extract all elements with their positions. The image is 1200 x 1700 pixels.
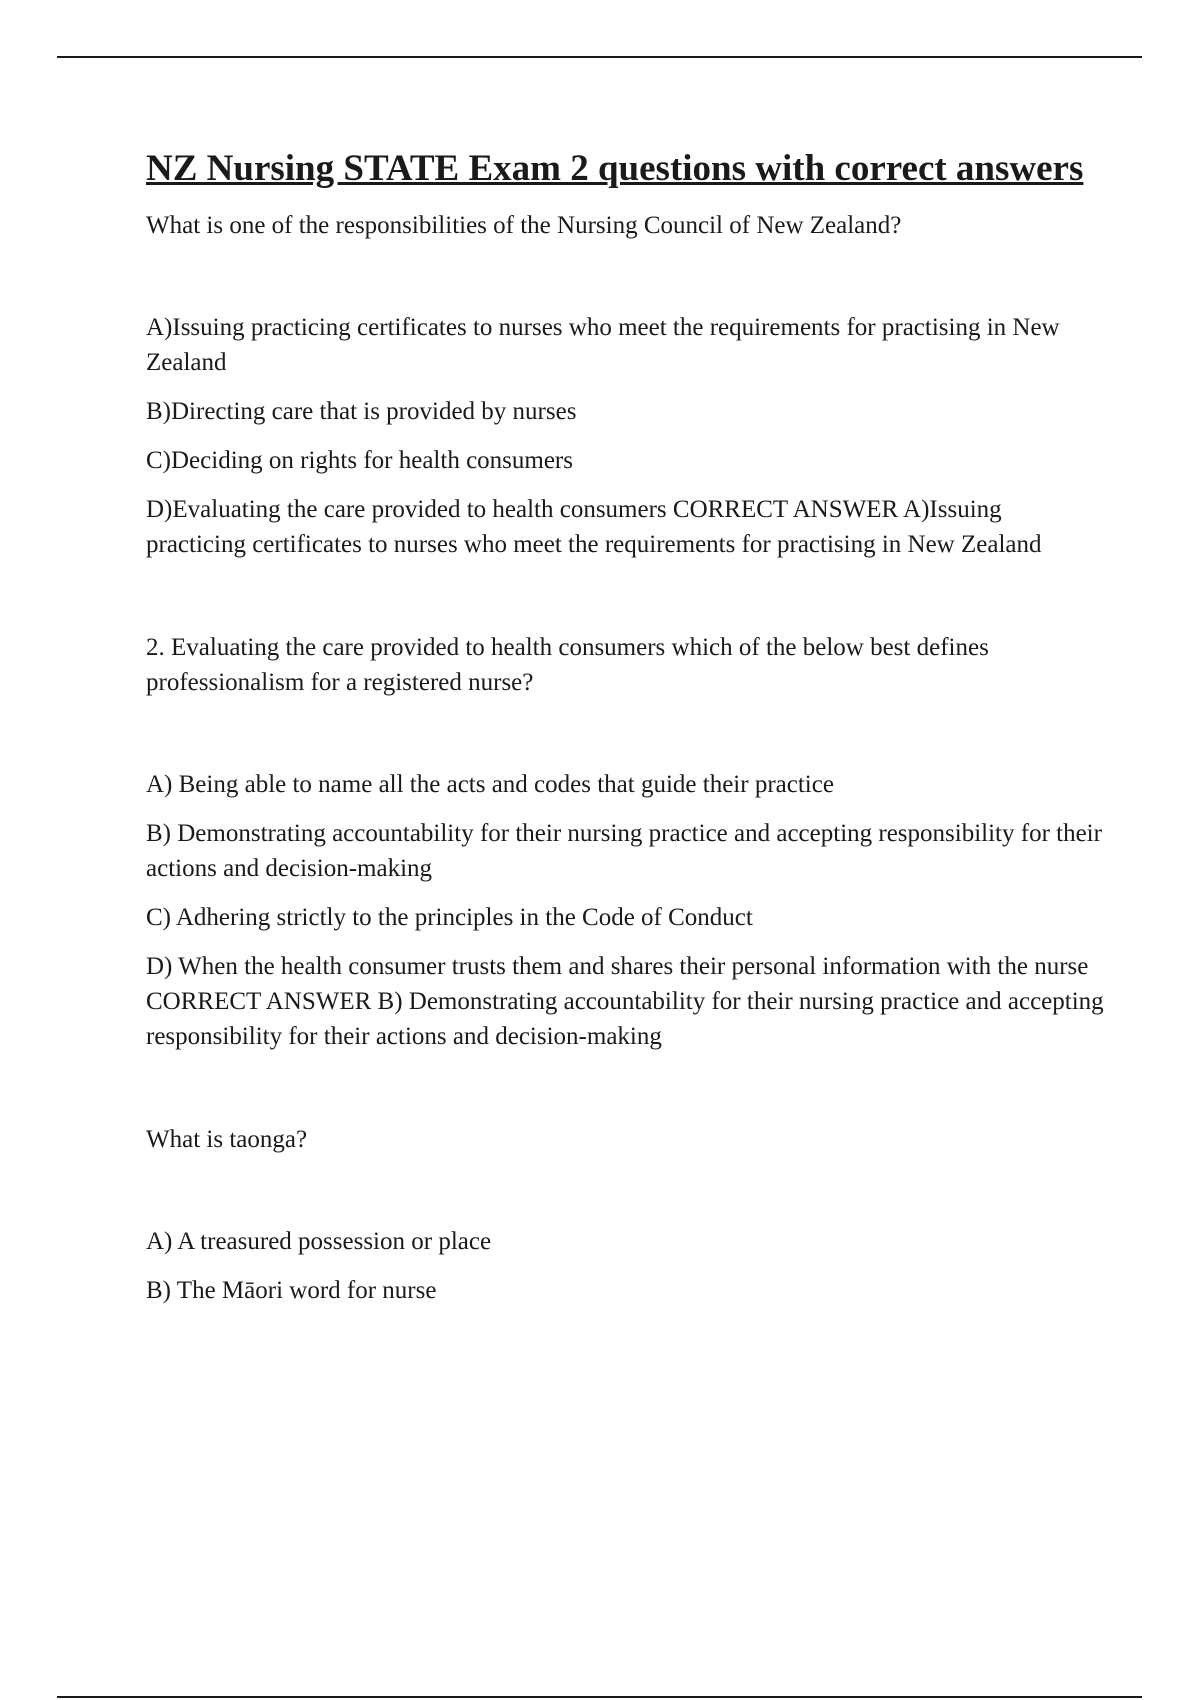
answer-option-a: A) Being able to name all the acts and codes that guide their practice [146, 771, 834, 798]
question-text: 2. Evaluating the care provided to health consumers which of the below best defines professionalism for a registered nurse? [146, 634, 989, 696]
answer-option-b: B)Directing care that is provided by nurses [146, 398, 577, 425]
question-text: What is taonga? [146, 1126, 308, 1153]
footer-rule [57, 1696, 1142, 1698]
answer-option-d-with-correct-answer: D) When the health consumer trusts them and shares their personal information with the nurse CORRECT ANSWER B) Demonstrating accountability for their nursing practice and accepting responsibility for their actions and decision-making [146, 953, 1104, 1050]
question-block-3 [146, 1122, 1106, 1308]
answer-option-c: C) Adhering strictly to the principles in the Code of Conduct [146, 904, 753, 931]
document-body [146, 144, 1106, 1308]
question-text: What is one of the responsibilities of the Nursing Council of New Zealand? [146, 212, 902, 239]
answer-option-b: B) Demonstrating accountability for their nursing practice and accepting responsibility for their actions and decision-making [146, 820, 1102, 882]
answer-option-a: A) A treasured possession or place [146, 1228, 492, 1255]
answer-option-b: B) The Māori word for nurse [146, 1277, 437, 1304]
question-block-2 [146, 630, 1106, 1054]
header-rule [57, 56, 1142, 58]
answer-option-c: C)Deciding on rights for health consumers [146, 447, 573, 474]
question-block-1 [146, 208, 1106, 562]
answer-option-a: A)Issuing practicing certificates to nurses who meet the requirements for practising in New Zealand [146, 314, 1060, 376]
answer-option-d-with-correct-answer: D)Evaluating the care provided to health consumers CORRECT ANSWER A)Issuing practicing certificates to nurses who meet the requirements for practising in New Zealand [146, 496, 1042, 558]
page-title: NZ Nursing STATE Exam 2 questions with correct answers [146, 148, 1084, 189]
